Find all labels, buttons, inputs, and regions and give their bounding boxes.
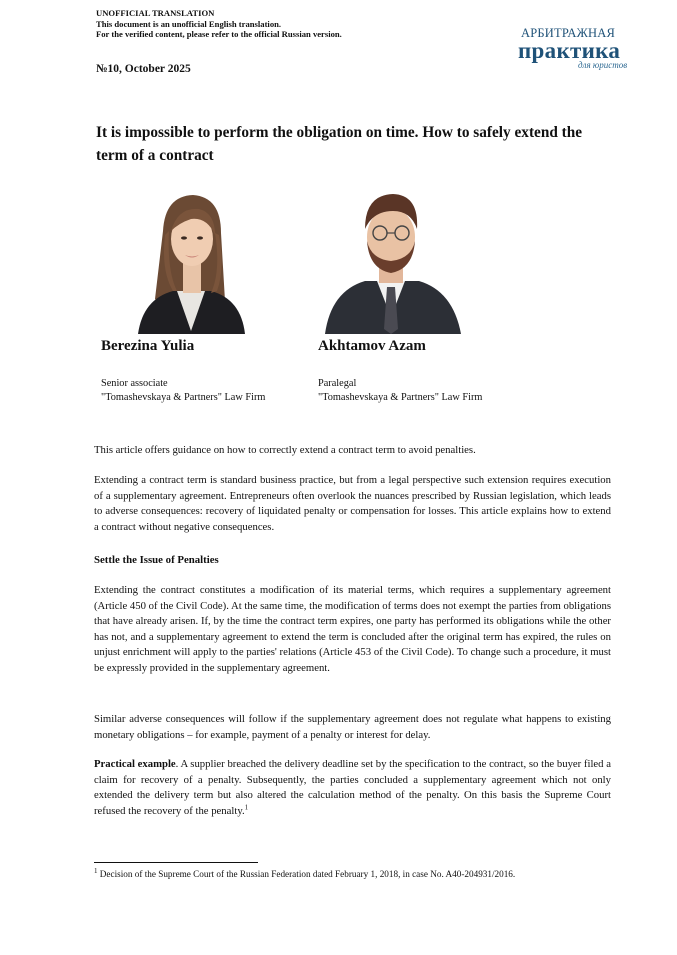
footnote: [94, 868, 614, 880]
logo-top-text: АРБИТРАЖНАЯ: [521, 26, 615, 40]
intro-paragraph: [94, 443, 611, 459]
publication-logo: [518, 27, 638, 73]
author-name-1: Berezina Yulia: [101, 338, 195, 354]
paragraph-1: [94, 473, 611, 535]
logo-main-text: практика: [518, 38, 621, 63]
practical-example-paragraph: [94, 757, 611, 819]
author-role-2: [318, 377, 482, 405]
intro-text: This article offers guidance on how to correctly extend a contract term to avoid penalties.: [94, 444, 476, 456]
article-title: It is impossible to perform the obligation on time. How to safely extend the term of a contract: [96, 124, 583, 164]
footnote-divider: [94, 862, 258, 863]
author-firm-1: "Tomashevskaya & Partners" Law Firm: [101, 392, 266, 403]
paragraph-1-text: Extending a contract term is standard business practice, but from a legal perspective such extension requires execution of a supplementary agreement. Entrepreneurs often overlook the nuances prescribed by Russian legislation, which leads to adverse consequences: recovery of liquidated penalty or compensation for losses. This article explains how to extend a contract without negative consequences.: [94, 474, 611, 533]
section-heading-penalties: Settle the Issue of Penalties: [94, 554, 219, 566]
footnote-number: 1: [94, 866, 98, 875]
paragraph-3: [94, 712, 611, 743]
practical-example-text: [94, 757, 611, 819]
notice-line-1: UNOFFICIAL TRANSLATION: [96, 8, 215, 18]
author-position-1: Senior associate: [101, 378, 168, 389]
author-firm-2: "Tomashevskaya & Partners" Law Firm: [318, 392, 483, 403]
paragraph-3-text: Similar adverse consequences will follow if the supplementary agreement does not regulate what happens to existing monetary obligations – for example, payment of a penalty or interest for delay.: [94, 713, 611, 741]
footnote-text: Decision of the Supreme Court of the Russian Federation dated February 1, 2018, in case No. A40-204931/2016.: [97, 869, 516, 879]
author-role-1: [101, 377, 265, 405]
paragraph-2-text: Extending the contract constitutes a modification of its material terms, which requires a supplementary agreement (Article 450 of the Civil Code). At the same time, the modification of terms does not exempt the parties from obligations that have already arisen. If, by the time the contract term expires, one party has performed its obligations while the other has not, and a supplementary agreement to extend the term is concluded after the original term has expired, the rules on unjust enrichment will apply to the parties' relations (Article 453 of the Civil Code). To change such a procedure, it must be expressly provided in the supplementary agreement.: [94, 584, 611, 674]
practical-example-label: Practical example: [94, 758, 176, 770]
practical-example-body: . A supplier breached the delivery deadline set by the specification to the contract, so the buyer filed a claim for recovery of a penalty. Subsequently, the parties concluded a supplementary agreement which not only extended the delivery term but also altered the calculation method of the penalty. On this basis the Supreme Court refused the recovery of the penalty.: [94, 758, 611, 817]
author-name-2: Akhtamov Azam: [318, 338, 426, 354]
translation-notice: [96, 8, 342, 40]
paragraph-2: [94, 583, 611, 677]
notice-line-2: This document is an unofficial English translation.: [96, 18, 282, 29]
footnote-reference[interactable]: 1: [244, 803, 249, 812]
issue-number: №10, October 2025: [96, 63, 191, 75]
author-photo-berezina: [133, 191, 248, 334]
logo-sub-text: для юристов: [578, 60, 628, 70]
notice-line-3: For the verified content, please refer to the official Russian version.: [96, 29, 342, 39]
author-photo-akhtamov: [321, 189, 436, 332]
author-position-2: Paralegal: [318, 378, 357, 389]
